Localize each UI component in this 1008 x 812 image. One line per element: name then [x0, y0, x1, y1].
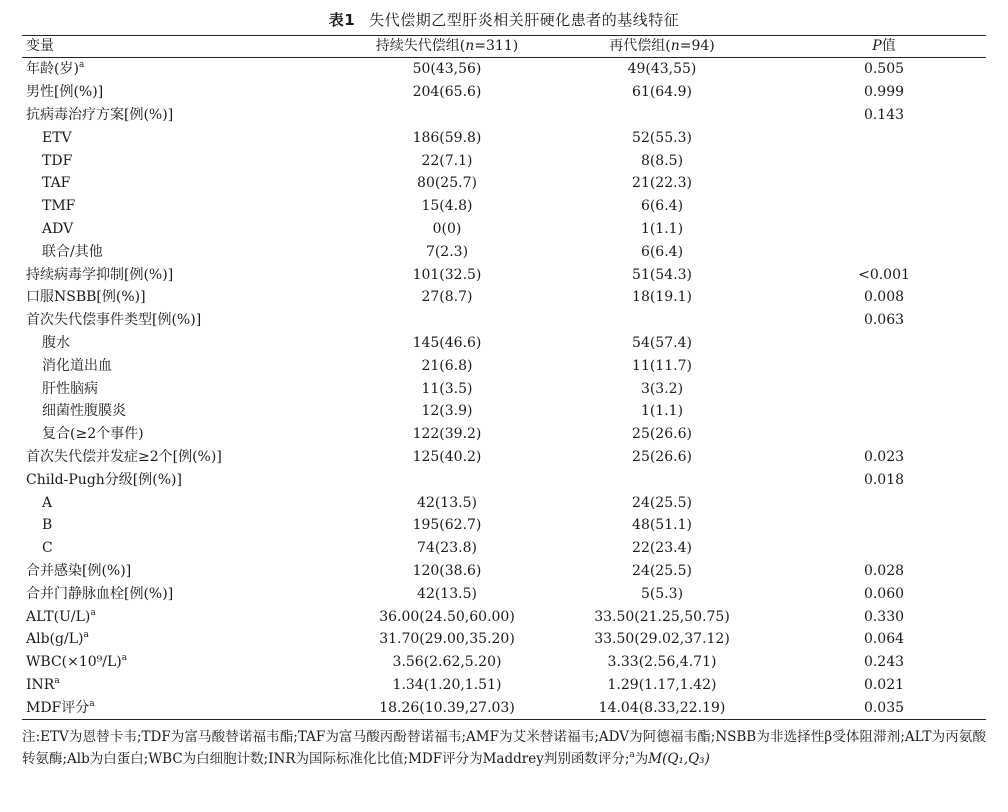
table-row	[22, 309, 986, 332]
group1-value: 50(43,56)	[412, 61, 482, 78]
group2-value: 25(26.6)	[632, 426, 692, 443]
row-label: TMF	[42, 198, 76, 215]
p-value: 0.028	[863, 562, 905, 579]
group1-value	[352, 309, 542, 332]
table-row	[22, 332, 986, 355]
table-title: 失代偿期乙型肝炎相关肝硬化患者的基线特征	[369, 11, 680, 29]
group2-value: 1(1.1)	[640, 403, 684, 420]
table-row	[22, 537, 986, 560]
group2-value: 5(5.3)	[640, 585, 684, 602]
p-value	[782, 514, 986, 537]
table-row	[22, 149, 986, 172]
group1-value: 15(4.8)	[421, 198, 473, 215]
table-row	[22, 628, 986, 651]
footnote-marker: a	[89, 698, 95, 709]
p-value: 0.505	[863, 61, 905, 78]
group1-value	[352, 468, 542, 491]
table-body	[22, 58, 986, 720]
p-value: 0.021	[863, 676, 905, 693]
group1-value: 42(13.5)	[417, 494, 477, 511]
row-label: 联合/其他	[42, 243, 103, 260]
table-row	[22, 286, 986, 309]
group1-value: 42(13.5)	[417, 585, 477, 602]
group2-value: 61(64.9)	[632, 84, 692, 101]
table-row	[22, 126, 986, 149]
table-row	[22, 423, 986, 446]
group2-value: 11(11.7)	[632, 357, 692, 374]
group2-value: 1(1.1)	[640, 220, 684, 237]
row-label: 合并门静脉血栓[例(%)]	[26, 585, 174, 602]
table-row	[22, 400, 986, 423]
table-caption	[0, 9, 1008, 30]
row-label: $ALT(U/L)^a$	[26, 607, 96, 625]
group2-value: 18(19.1)	[632, 289, 692, 306]
note-tail: 为	[634, 751, 649, 767]
footnote-marker: a	[78, 60, 85, 71]
row-label: 男性[例(%)]	[26, 84, 104, 101]
p-value	[782, 332, 986, 355]
footnote-marker: a	[54, 675, 60, 686]
row-label: C	[42, 540, 53, 557]
group1-value: 145(46.6)	[412, 334, 482, 351]
group2-value: 54(57.4)	[632, 334, 692, 351]
row-label: 抗病毒治疗方案[例(%)]	[26, 106, 174, 123]
table-row	[22, 81, 986, 104]
table-row	[22, 240, 986, 263]
row-label: B	[42, 517, 53, 534]
group1-value: 1.34(1.20,1.51)	[392, 676, 502, 693]
p-value: 0.060	[863, 585, 905, 602]
table-row	[22, 195, 986, 218]
row-label: 首次失代偿并发症≥2个[例(%)]	[26, 448, 222, 465]
table-row	[22, 263, 986, 286]
p-value: 0.064	[863, 631, 905, 648]
table-row	[22, 104, 986, 127]
row-label: $WBC(\times 10^9/L)^a$	[26, 653, 128, 671]
row-label: TDF	[42, 152, 73, 169]
note-math: M(Q₁,Q₃)	[648, 751, 710, 767]
p-value: 0.243	[863, 654, 905, 671]
p-value: <0.001	[858, 266, 910, 283]
row-label: 腹水	[42, 334, 70, 351]
p-value: 0.063	[863, 312, 905, 329]
group2-value: 1.29(1.17,1.42)	[607, 676, 717, 693]
p-value: 0.018	[863, 471, 905, 488]
p-value: 0.143	[863, 106, 905, 123]
row-label: 消化道出血	[42, 357, 112, 374]
row-label: A	[42, 494, 53, 511]
row-label: 年龄(岁)$^a$	[26, 60, 85, 78]
table-row	[22, 651, 986, 674]
p-value	[782, 491, 986, 514]
table-row	[22, 172, 986, 195]
header-p-value: P值	[782, 36, 986, 58]
p-value	[782, 537, 986, 560]
footnote-marker: a	[121, 653, 128, 664]
group1-value: 195(62.7)	[412, 517, 482, 534]
table-row	[22, 696, 986, 719]
group1-value: 74(23.8)	[417, 540, 477, 557]
table-number: 表1	[328, 11, 356, 29]
group2-value: 33.50(29.02,37.12)	[594, 631, 730, 648]
group2-value: 24(25.5)	[632, 494, 692, 511]
group1-value: 27(8.7)	[421, 289, 473, 306]
group2-value: 33.50(21.25,50.75)	[594, 608, 730, 625]
group2-value	[542, 309, 782, 332]
row-label: 持续病毒学抑制[例(%)]	[26, 266, 174, 283]
row-label: 细菌性腹膜炎	[42, 403, 126, 420]
group1-value	[352, 104, 542, 127]
row-label: INR$^a$	[26, 675, 60, 693]
row-label: MDF评分$^a$	[26, 698, 95, 716]
group1-value: 22(7.1)	[421, 152, 473, 169]
group1-value: 31.70(29.00,35.20)	[379, 631, 515, 648]
row-label: ETV	[42, 129, 72, 146]
p-value: 0.035	[863, 699, 905, 716]
group2-value: 48(51.1)	[632, 517, 692, 534]
table-row	[22, 560, 986, 583]
group2-value: 52(55.3)	[632, 129, 692, 146]
p-value	[782, 240, 986, 263]
group2-value: 3(3.2)	[640, 380, 684, 397]
group2-value: 51(54.3)	[632, 266, 692, 283]
table-row	[22, 491, 986, 514]
row-label: 肝性脑病	[42, 380, 98, 397]
p-value: 0.999	[863, 84, 905, 101]
group2-value: 21(22.3)	[632, 175, 692, 192]
table-row	[22, 218, 986, 241]
table-row	[22, 674, 986, 697]
p-value: 0.023	[863, 448, 905, 465]
table-row	[22, 354, 986, 377]
baseline-table	[22, 35, 986, 720]
header-row	[22, 36, 986, 58]
table-row	[22, 446, 986, 469]
group2-value: 6(6.4)	[640, 198, 684, 215]
group2-value: 49(43,55)	[627, 61, 697, 78]
group1-value: 120(38.6)	[412, 562, 482, 579]
group1-value: 0(0)	[432, 220, 462, 237]
group1-value: 3.56(2.62,5.20)	[392, 654, 502, 671]
note-superscript: a	[629, 750, 635, 760]
group1-value: 12(3.9)	[421, 403, 473, 420]
footnote-marker: a	[83, 630, 89, 641]
group1-value: 101(32.5)	[412, 266, 482, 283]
group2-value: 6(6.4)	[640, 243, 684, 260]
p-value	[782, 354, 986, 377]
header-group2: 再代偿组(n=94)	[542, 36, 782, 58]
group2-value: 25(26.6)	[632, 448, 692, 465]
table-row	[22, 514, 986, 537]
p-value	[782, 149, 986, 172]
row-label: $Alb(g/L)^a$	[26, 630, 89, 648]
p-value	[782, 195, 986, 218]
row-label: 复合(≥2个事件)	[42, 426, 144, 443]
group2-value	[542, 468, 782, 491]
group2-value: 14.04(8.33,22.19)	[598, 699, 726, 716]
p-value	[782, 218, 986, 241]
group1-value: 80(25.7)	[417, 175, 477, 192]
row-label: 合并感染[例(%)]	[26, 562, 132, 579]
group2-value	[542, 104, 782, 127]
group1-value: 125(40.2)	[412, 448, 482, 465]
header-group1: 持续失代偿组(n=311)	[352, 36, 542, 58]
group1-value: 11(3.5)	[421, 380, 473, 397]
row-label: ADV	[42, 220, 74, 237]
group1-value: 204(65.6)	[412, 84, 482, 101]
table-row	[22, 377, 986, 400]
group1-value: 18.26(10.39,27.03)	[379, 699, 515, 716]
p-value	[782, 126, 986, 149]
table-row	[22, 58, 986, 81]
group2-value: 24(25.5)	[632, 562, 692, 579]
p-value	[782, 423, 986, 446]
table-row	[22, 468, 986, 491]
table-row	[22, 605, 986, 628]
group2-value: 3.33(2.56,4.71)	[607, 654, 717, 671]
group1-value: 186(59.8)	[412, 129, 482, 146]
row-label: 首次失代偿事件类型[例(%)]	[26, 312, 202, 329]
p-value	[782, 400, 986, 423]
table-note	[22, 726, 986, 770]
p-value: 0.008	[863, 289, 905, 306]
footnote-marker: a	[90, 607, 96, 618]
table-row	[22, 582, 986, 605]
row-label: 口服NSBB[例(%)]	[26, 289, 146, 306]
group2-value: 22(23.4)	[632, 540, 692, 557]
p-value	[782, 172, 986, 195]
row-label: Child-Pugh分级[例(%)]	[26, 471, 182, 488]
p-value: 0.330	[863, 608, 905, 625]
group1-value: 36.00(24.50,60.00)	[379, 608, 515, 625]
group1-value: 21(6.8)	[421, 357, 473, 374]
group2-value: 8(8.5)	[640, 152, 684, 169]
row-label: TAF	[42, 175, 71, 192]
p-value	[782, 377, 986, 400]
header-variable: 变量	[22, 36, 352, 58]
note-text: 注:ETV为恩替卡韦;TDF为富马酸替诺福韦酯;TAF为富马酸丙酚替诺福韦;AMF为艾米替诺福韦;ADV为阿德福韦酯;NSBB为非选择性β受体阻滞剂;ALT为丙氨酸转氨酶;Alb为白蛋白;WBC为白细胞计数;INR为国际标准化比值;MDF评分为Maddrey判别函数评分;	[22, 729, 986, 767]
group1-value: 7(2.3)	[425, 243, 469, 260]
group1-value: 122(39.2)	[412, 426, 482, 443]
